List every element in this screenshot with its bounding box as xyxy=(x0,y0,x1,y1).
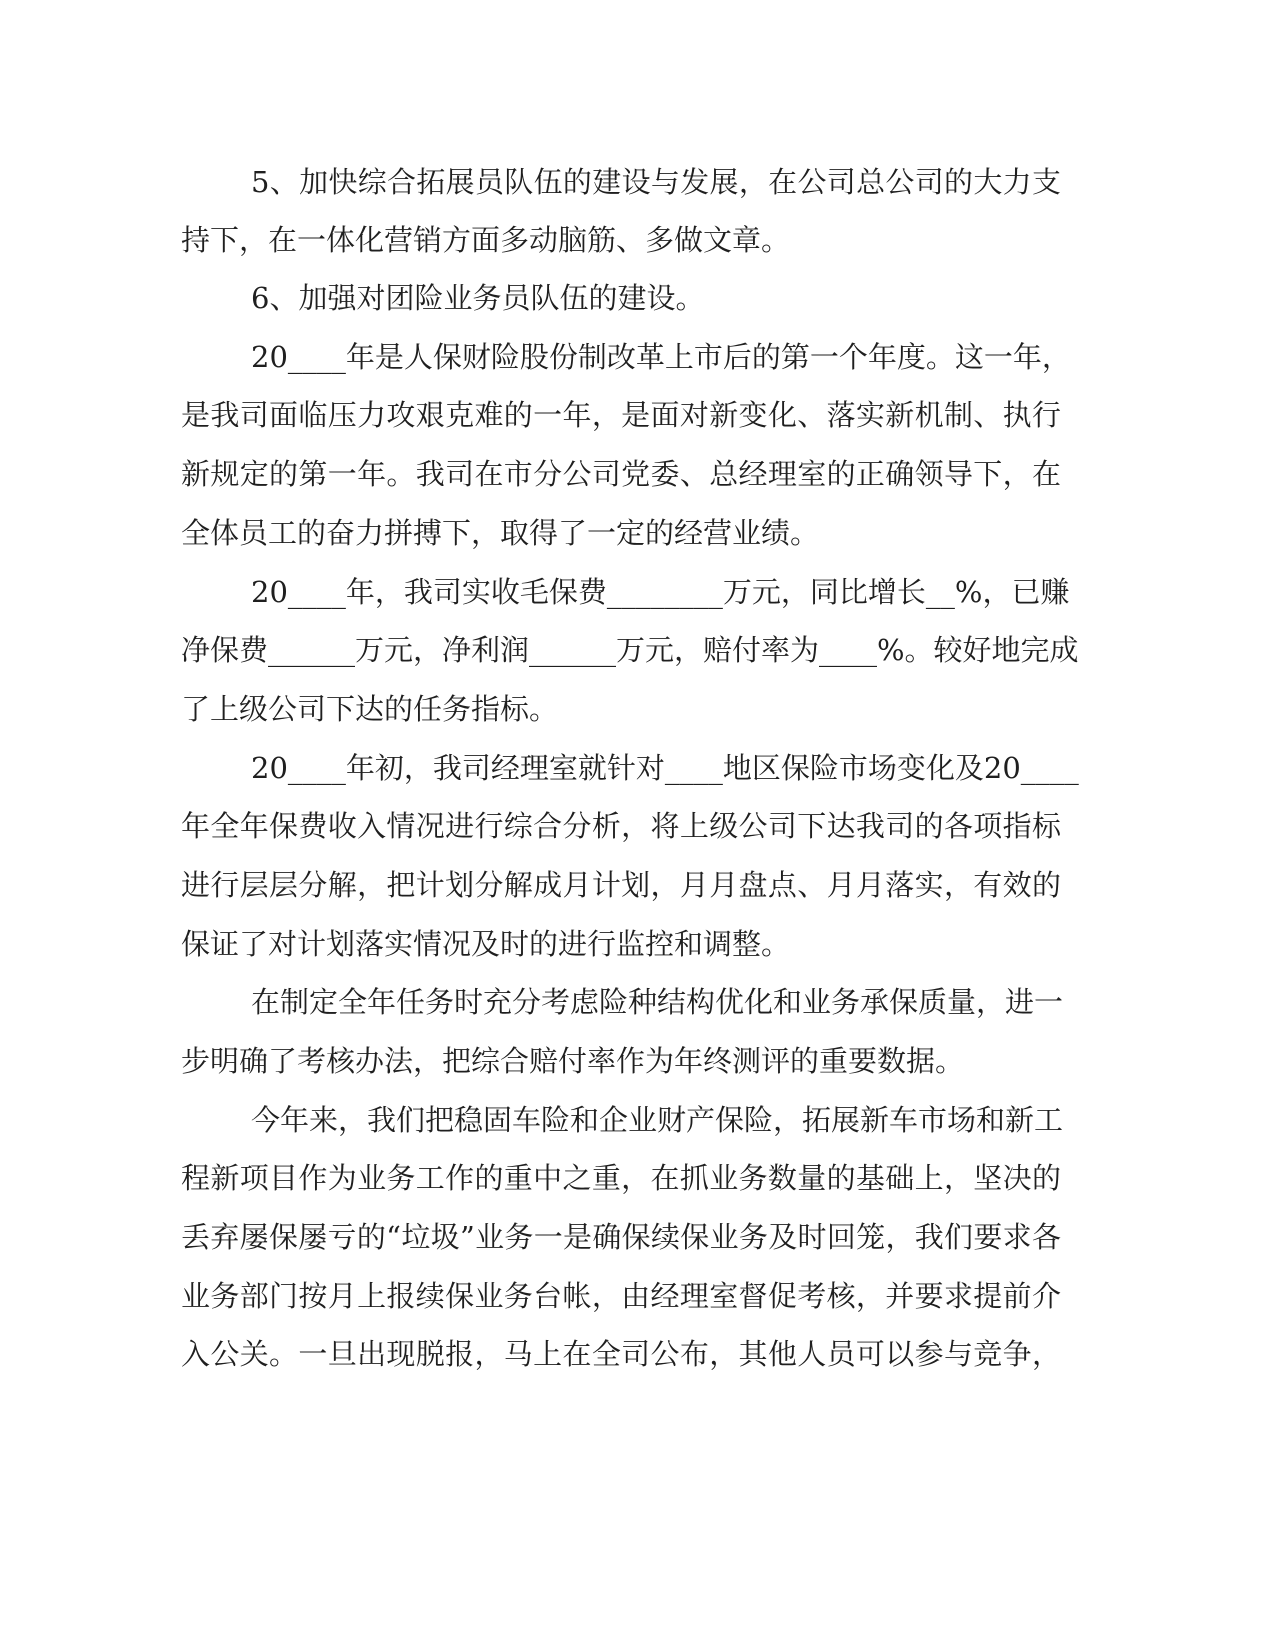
paragraph-3-line-1: 20____年是人保财险股份制改革上市后的第一个年度。这一年， xyxy=(251,340,1071,374)
paragraph-4-line-1: 20____年，我司实收毛保费________万元，同比增长__%，已赚 xyxy=(251,575,1070,609)
paragraph-2-line-1: 6、加强对团险业务员队伍的建设。 xyxy=(251,281,705,315)
paragraph-6-line-2: 步明确了考核办法，把综合赔付率作为年终测评的重要数据。 xyxy=(181,1044,965,1078)
paragraph-7-line-4: 业务部门按月上报续保业务台帐，由经理室督促考核，并要求提前介 xyxy=(181,1279,1061,1313)
paragraph-3-line-4: 全体员工的奋力拼搏下，取得了一定的经营业绩。 xyxy=(181,516,820,550)
paragraph-5-line-2: 年全年保费收入情况进行综合分析，将上级公司下达我司的各项指标 xyxy=(181,809,1061,843)
paragraph-3-line-3: 新规定的第一年。我司在市分公司党委、总经理室的正确领导下，在 xyxy=(181,457,1061,491)
paragraph-1-line-1: 5、加快综合拓展员队伍的建设与发展，在公司总公司的大力支 xyxy=(251,165,1061,199)
paragraph-5-line-1: 20____年初，我司经理室就针对____地区保险市场变化及20____ xyxy=(251,751,1079,785)
paragraph-7-line-2: 程新项目作为业务工作的重中之重，在抓业务数量的基础上，坚决的 xyxy=(181,1161,1061,1195)
paragraph-7-line-1: 今年来，我们把稳固车险和企业财产保险，拓展新车市场和新工 xyxy=(251,1103,1064,1137)
paragraph-4-line-3: 了上级公司下达的任务指标。 xyxy=(181,692,559,726)
paragraph-5-line-4: 保证了对计划落实情况及时的进行监控和调整。 xyxy=(181,927,791,961)
paragraph-4-line-2: 净保费______万元，净利润______万元，赔付率为____%。较好地完成 xyxy=(181,633,1079,667)
paragraph-7-line-3: 丢弃屡保屡亏的“垃圾”业务一是确保续保业务及时回笼，我们要求各 xyxy=(181,1220,1061,1254)
paragraph-1-line-2: 持下，在一体化营销方面多动脑筋、多做文章。 xyxy=(181,223,791,257)
paragraph-6-line-1: 在制定全年任务时充分考虑险种结构优化和业务承保质量，进一 xyxy=(251,985,1064,1019)
paragraph-5-line-3: 进行层层分解，把计划分解成月计划，月月盘点、月月落实，有效的 xyxy=(181,868,1061,902)
paragraph-3-line-2: 是我司面临压力攻艰克难的一年，是面对新变化、落实新机制、执行 xyxy=(181,398,1061,432)
paragraph-7-line-5: 入公关。一旦出现脱报，马上在全司公布，其他人员可以参与竞争， xyxy=(181,1337,1061,1371)
